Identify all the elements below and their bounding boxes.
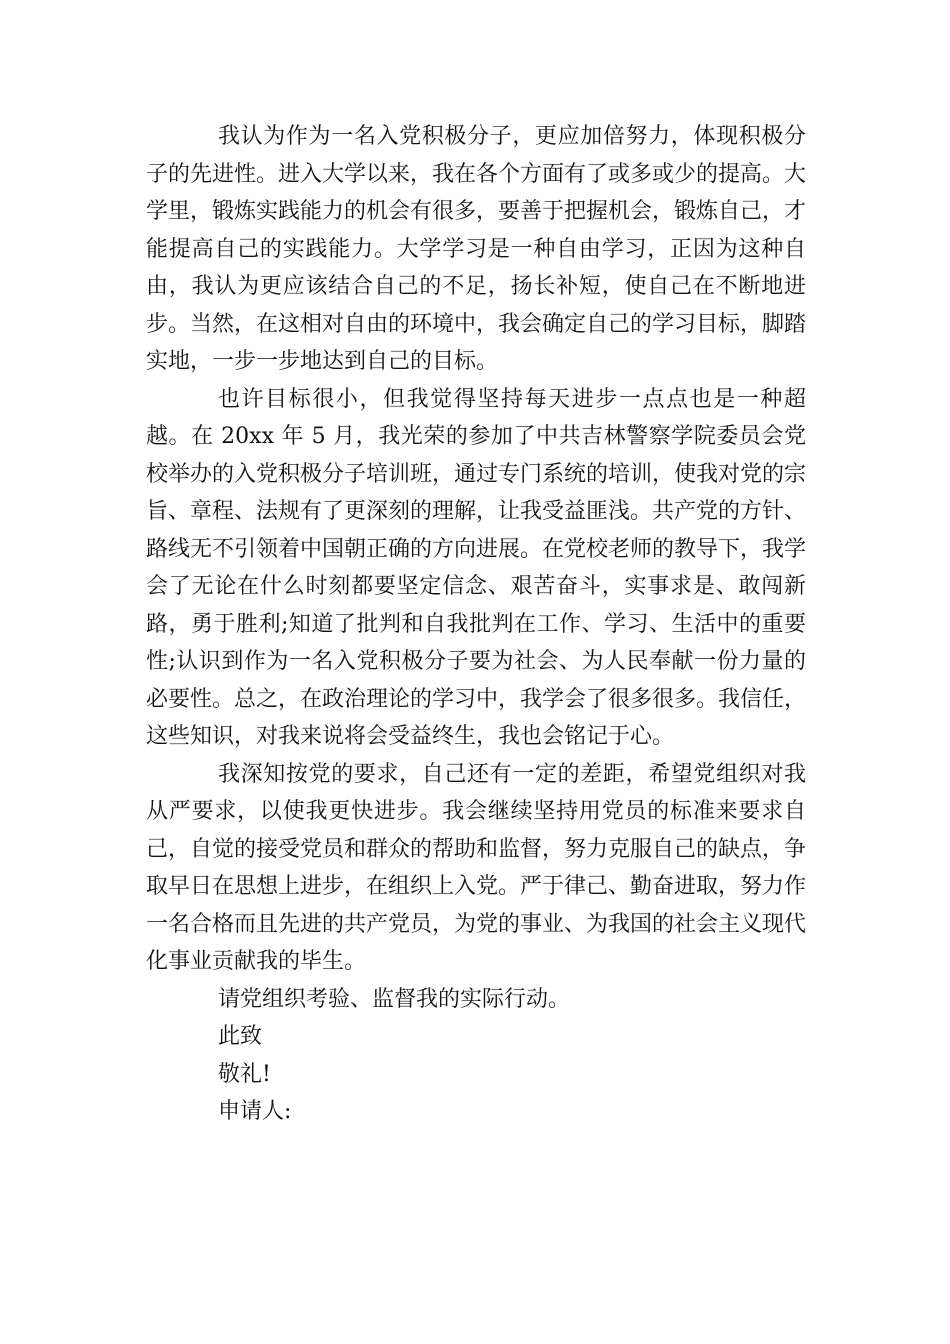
body-paragraph-3: 我深知按党的要求，自己还有一定的差距，希望党组织对我从严要求，以使我更快进步。我会继续坚持用党员的标准来要求自己，自觉的接受党员和群众的帮助和监督，努力克服自己的缺点，争取早日在思想上进步，在组织上入党。严于律己、勤奋进取，努力作一名合格而且先进的共产党员，为党的事业、为我国的社会主义现代化事业贡献我的毕生。 — [146, 761, 807, 974]
body-paragraph-2: 也许目标很小，但我觉得坚持每天进步一点点也是一种超越。在 20xx 年 5 月，我光荣的参加了中共吉林警察学院委员会党校举办的入党积极分子培训班，通过专门系统的培训，使我对党的宗旨、章程、法规有了更深刻的理解，让我受益匪浅。共产党的方针、路线无不引领着中国朝正确的方向进展。在党校老师的教导下，我学会了无论在什么时刻都要坚定信念、艰苦奋斗，实事求是、敢闯新路，勇于胜利;知道了批判和自我批判在工作、学习、生活中的重要性;认识到作为一名入党积极分子要为社会、为人民奉献一份力量的必要性。总之，在政治理论的学习中，我学会了很多很多。我信任，这些知识，对我来说将会受益终生，我也会铭记于心。 — [146, 386, 807, 749]
request-line: 请党组织考验、监督我的实际行动。 — [218, 986, 571, 1012]
body-paragraph-1: 我认为作为一名入党积极分子，更应加倍努力，体现积极分子的先进性。进入大学以来，我在各个方面有了或多或少的提高。大学里，锻炼实践能力的机会有很多，要善于把握机会，锻炼自己，才能提高自己的实践能力。大学学习是一种自由学习，正因为这种自由，我认为更应该结合自己的不足，扬长补短，使自己在不断地进步。当然，在这相对自由的环境中，我会确定自己的学习目标，脚踏实地，一步一步地达到自己的目标。 — [146, 124, 807, 374]
signature-label: 申请人: — [218, 1099, 292, 1124]
document-page — [146, 118, 806, 1131]
closing-regards: 敬礼! — [218, 1061, 271, 1087]
closing-salutation: 此致 — [218, 1024, 263, 1049]
